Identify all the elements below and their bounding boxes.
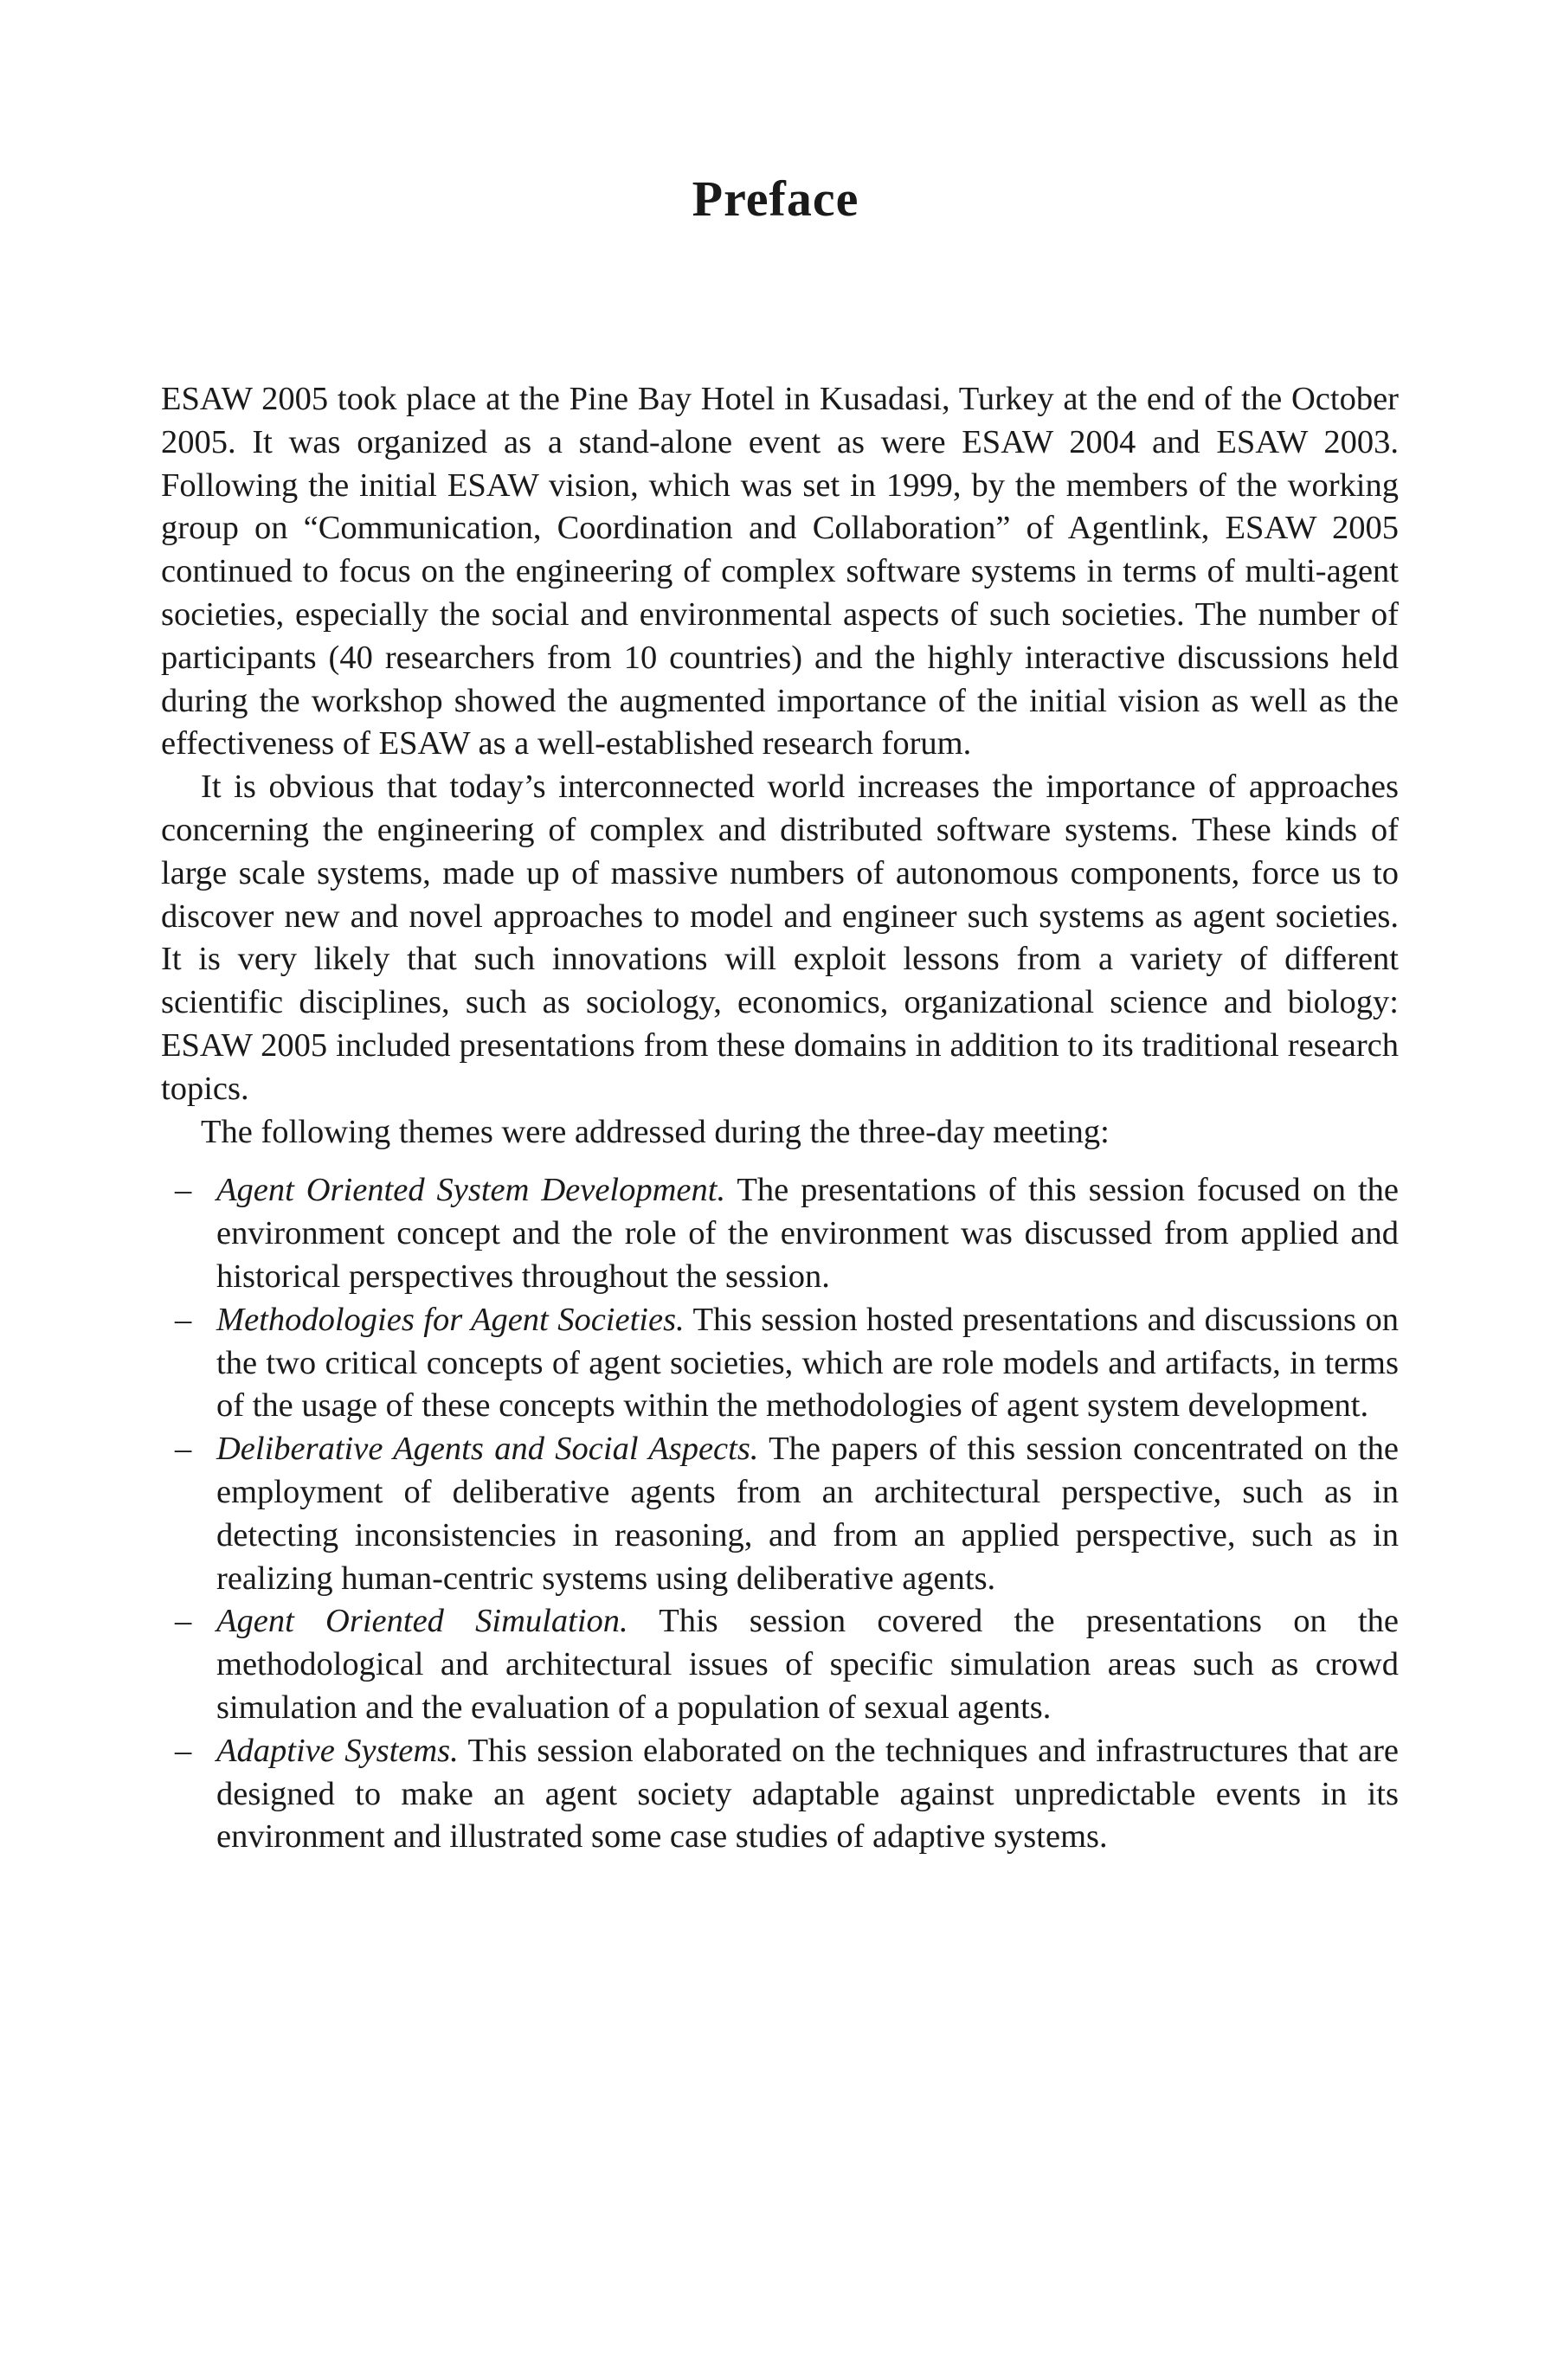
theme-title: Methodologies for Agent Societies. — [216, 1301, 685, 1338]
list-dash: – — [175, 1603, 192, 1640]
list-dash: – — [175, 1301, 192, 1338]
paragraph-context: It is obvious that today’s interconnected world increases the importance of approaches concerning the engineering of complex and distributed software systems. These kinds of large scale systems, made up of massive numbers of autonomous components, force us to discover new and novel approaches to model and engineer such systems as agent societies. It is very likely that such innovations will exploit lessons from a variety of different scientific disciplines, such as sociology, economics, organizational science and biology: ESAW 2005 included presentations from these domains in addition to its traditional research topics. — [161, 769, 1399, 1107]
paragraph-themes-lead: The following themes were addressed during the three-day meeting: — [201, 1113, 1110, 1150]
preface-body — [161, 378, 1399, 1859]
theme-title: Agent Oriented Simulation. — [216, 1603, 628, 1640]
list-dash: – — [175, 1431, 192, 1468]
paragraph-intro: ESAW 2005 took place at the Pine Bay Hotel in Kusadasi, Turkey at the end of the October 2005. It was organized as a stand-alone event as were ESAW 2004 and ESAW 2003. Following the initial ESAW vision, which was set in 1999, by the members of the working group on “Communication, Coordination and Collaboration” of Agentlink, ESAW 2005 continued to focus on the engineering of complex software systems in terms of multi-agent societies, especially the social and environmental aspects of such societies. The number of participants (40 researchers from 10 countries) and the highly interactive discussions held during the workshop showed the augmented importance of the initial vision as well as the effectiveness of ESAW as a well-established research forum. — [161, 381, 1399, 762]
list-item — [161, 1169, 1399, 1298]
theme-description: This session elaborated on the techniques and infrastructures that are designed to make an agent society adaptable against unpredictable events in its environment and illustrated some case studies of adaptive systems. — [216, 1732, 1399, 1856]
list-item — [161, 1428, 1399, 1600]
list-dash: – — [175, 1172, 192, 1209]
theme-title: Adaptive Systems. — [216, 1732, 459, 1769]
theme-title: Deliberative Agents and Social Aspects. — [216, 1431, 759, 1468]
list-item — [161, 1299, 1399, 1428]
theme-description: The papers of this session concentrated on the employment of deliberative agents from an architectural perspective, such as in detecting inconsistencies in reasoning, and from an applied perspective, such as in realizing human-centric systems using deliberative agents. — [216, 1431, 1399, 1597]
themes-list — [161, 1169, 1399, 1859]
theme-description: The presentations of this session focused on the environment concept and the role of the environment was discussed from applied and historical perspectives throughout the session. — [216, 1172, 1399, 1295]
list-item — [161, 1730, 1399, 1859]
theme-description: This session covered the presentations on the methodological and architectural issues of specific simulation areas such as crowd simulation and the evaluation of a population of sexual agents. — [216, 1603, 1399, 1726]
theme-description: This session hosted presentations and discussions on the two critical concepts of agent societies, which are role models and artifacts, in terms of the usage of these concepts within the methodologies of agent system development. — [216, 1301, 1399, 1425]
list-item — [161, 1600, 1399, 1729]
list-dash: – — [175, 1732, 192, 1769]
theme-title: Agent Oriented System Development. — [216, 1172, 726, 1209]
page-title: Preface — [692, 170, 859, 227]
